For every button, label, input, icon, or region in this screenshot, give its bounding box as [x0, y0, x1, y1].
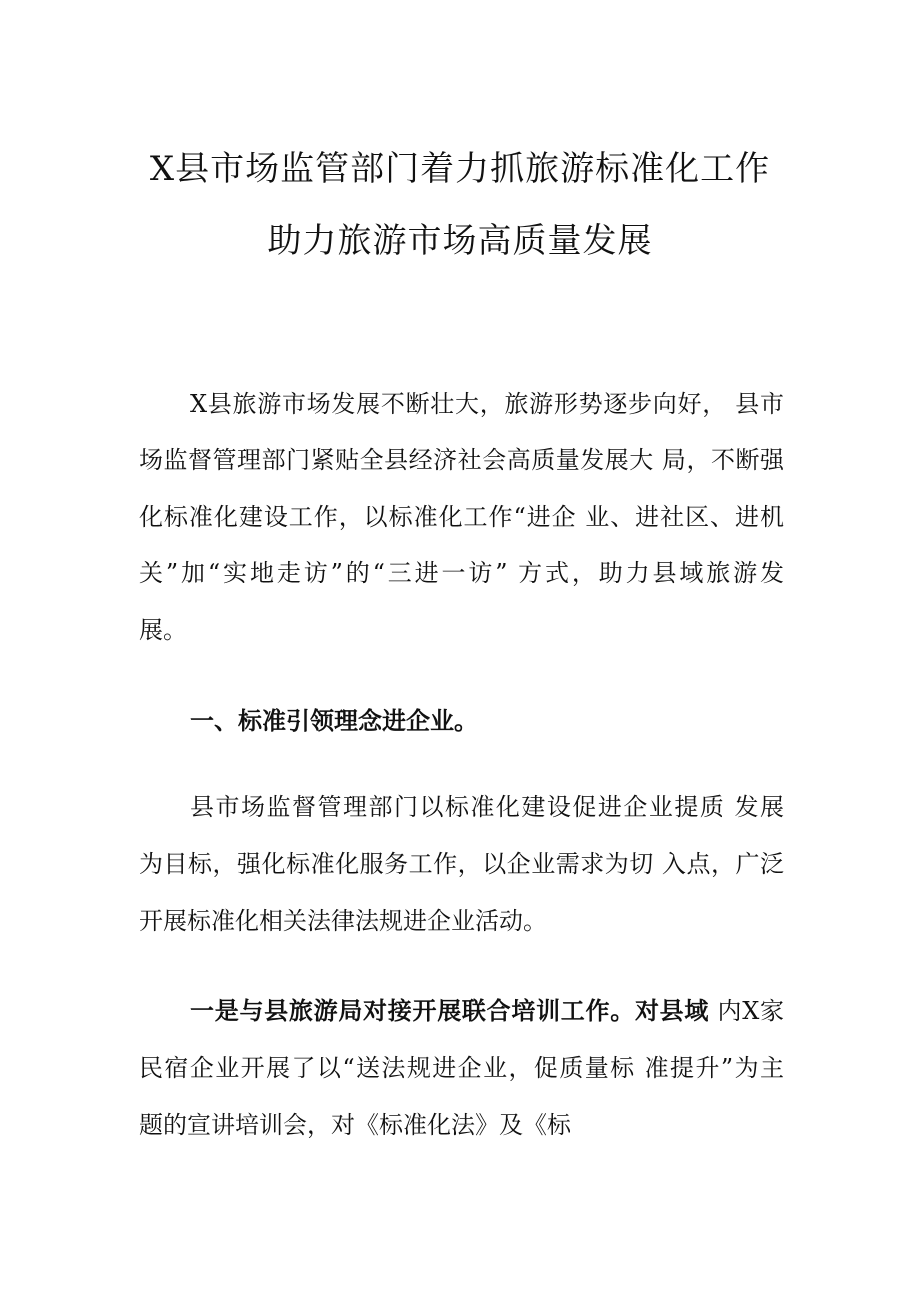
document-title-line-1: X县市场监管部门着力抓旅游标准化工作 [149, 149, 771, 189]
section-1-line-1: 县市场监督管理部门以标准化建设促进企业提质 发展 [190, 793, 784, 821]
item-1-line-2: 民宿企业开展了以“送法规进企业，促质量标 准提升”为主 [139, 1054, 784, 1082]
item-1-line-3: 题的宣讲培训会，对《标准化法》及《标 [139, 1111, 571, 1139]
item-1-bold-lead: 一是与县旅游局对接开展联合培训工作。对县域 [190, 997, 710, 1025]
intro-line-4: 关”加“实地走访”的“三进一访” 方式，助力县域旅游发 [139, 559, 784, 587]
intro-line-1: X县旅游市场发展不断壮大，旅游形势逐步向好， 县市 [190, 390, 784, 418]
intro-line-5: 展。 [139, 616, 187, 644]
section-1-line-2: 为目标，强化标准化服务工作，以企业需求为切 入点，广泛 [139, 850, 784, 878]
section-1-line-3: 开展标准化相关法律法规进企业活动。 [139, 907, 547, 935]
document-title-line-2: 助力旅游市场高质量发展 [267, 221, 653, 261]
section-1-heading: 一、标准引领理念进企业。 [190, 707, 478, 735]
intro-line-3: 化标准化建设工作，以标准化工作“进企 业、进社区、进机 [139, 503, 784, 531]
intro-line-2: 场监督管理部门紧贴全县经济社会高质量发展大 局，不断强 [139, 446, 784, 474]
item-1-lead-rest: 内X家 [709, 997, 784, 1025]
item-1-line-1 [190, 991, 784, 1026]
